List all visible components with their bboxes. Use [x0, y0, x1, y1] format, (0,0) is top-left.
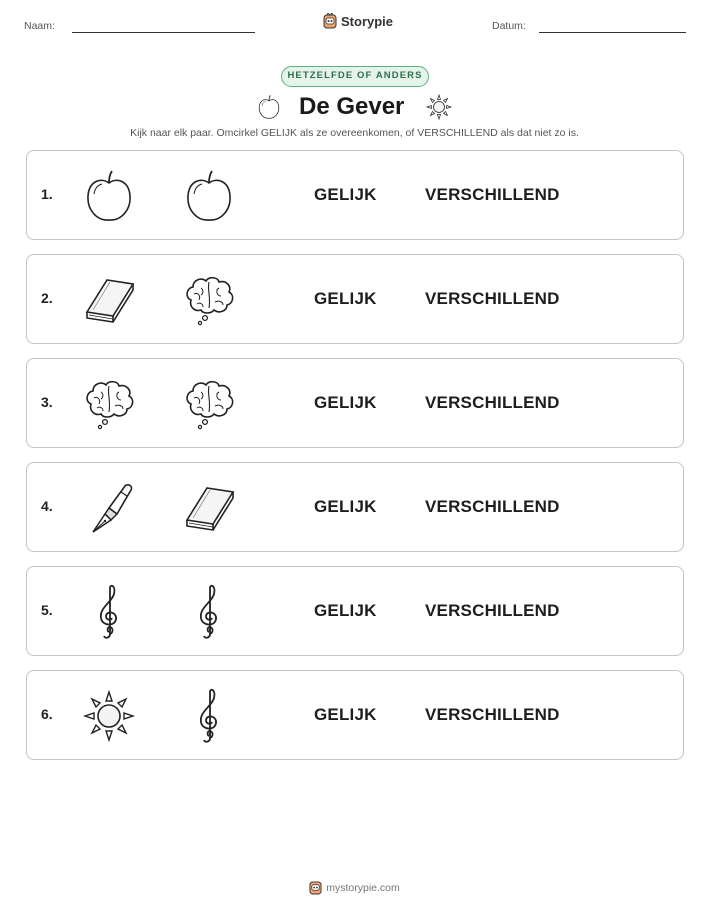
- option-different[interactable]: VERSCHILLEND: [425, 497, 560, 516]
- treble-clef-icon: [179, 686, 239, 746]
- option-different[interactable]: VERSCHILLEND: [425, 705, 560, 724]
- question-row-5: [26, 566, 684, 656]
- option-same[interactable]: GELIJK: [314, 393, 377, 412]
- name-label: Naam:: [24, 20, 55, 32]
- category-badge: HETZELFDE OF ANDERS: [281, 66, 429, 87]
- brain-icon: [179, 270, 239, 330]
- book-icon: [179, 478, 239, 538]
- footer-url[interactable]: mystorypie.com: [326, 881, 400, 894]
- option-same[interactable]: GELIJK: [314, 289, 377, 308]
- fountain-pen-icon: [79, 478, 139, 538]
- option-same[interactable]: GELIJK: [314, 705, 377, 724]
- title-row: [0, 91, 709, 123]
- sun-icon: [424, 92, 454, 122]
- question-number: 3.: [41, 394, 53, 410]
- question-number: 1.: [41, 186, 53, 202]
- date-label: Datum:: [492, 20, 526, 32]
- storypie-mascot-icon: [309, 880, 322, 895]
- question-number: 2.: [41, 290, 53, 306]
- question-row-4: [26, 462, 684, 552]
- apple-icon: [79, 166, 139, 226]
- option-different[interactable]: VERSCHILLEND: [425, 289, 560, 308]
- brand-name: Storypie: [341, 13, 394, 29]
- treble-clef-icon: [179, 582, 239, 642]
- date-field-line[interactable]: [539, 32, 686, 33]
- question-row-3: [26, 358, 684, 448]
- question-row-1: [26, 150, 684, 240]
- option-same[interactable]: GELIJK: [314, 497, 377, 516]
- brain-icon: [79, 374, 139, 434]
- book-icon: [79, 270, 139, 330]
- brand-logo: [323, 13, 393, 29]
- footer: [0, 880, 709, 895]
- option-different[interactable]: VERSCHILLEND: [425, 393, 560, 412]
- apple-icon: [179, 166, 239, 226]
- question-row-2: [26, 254, 684, 344]
- treble-clef-icon: [79, 582, 139, 642]
- question-number: 6.: [41, 706, 53, 722]
- brain-icon: [179, 374, 239, 434]
- question-row-6: [26, 670, 684, 760]
- option-different[interactable]: VERSCHILLEND: [425, 601, 560, 620]
- question-number: 5.: [41, 602, 53, 618]
- question-number: 4.: [41, 498, 53, 514]
- option-different[interactable]: VERSCHILLEND: [425, 185, 560, 204]
- option-same[interactable]: GELIJK: [314, 185, 377, 204]
- storypie-mascot-icon: [323, 13, 337, 29]
- name-field-line[interactable]: [72, 32, 255, 33]
- option-same[interactable]: GELIJK: [314, 601, 377, 620]
- instructions: Kijk naar elk paar. Omcirkel GELIJK als ze overeenkomen, of VERSCHILLEND als dat niet zo is.: [130, 127, 579, 139]
- sun-icon: [79, 686, 139, 746]
- page-title: De Gever: [299, 93, 405, 120]
- apple-icon: [255, 92, 283, 122]
